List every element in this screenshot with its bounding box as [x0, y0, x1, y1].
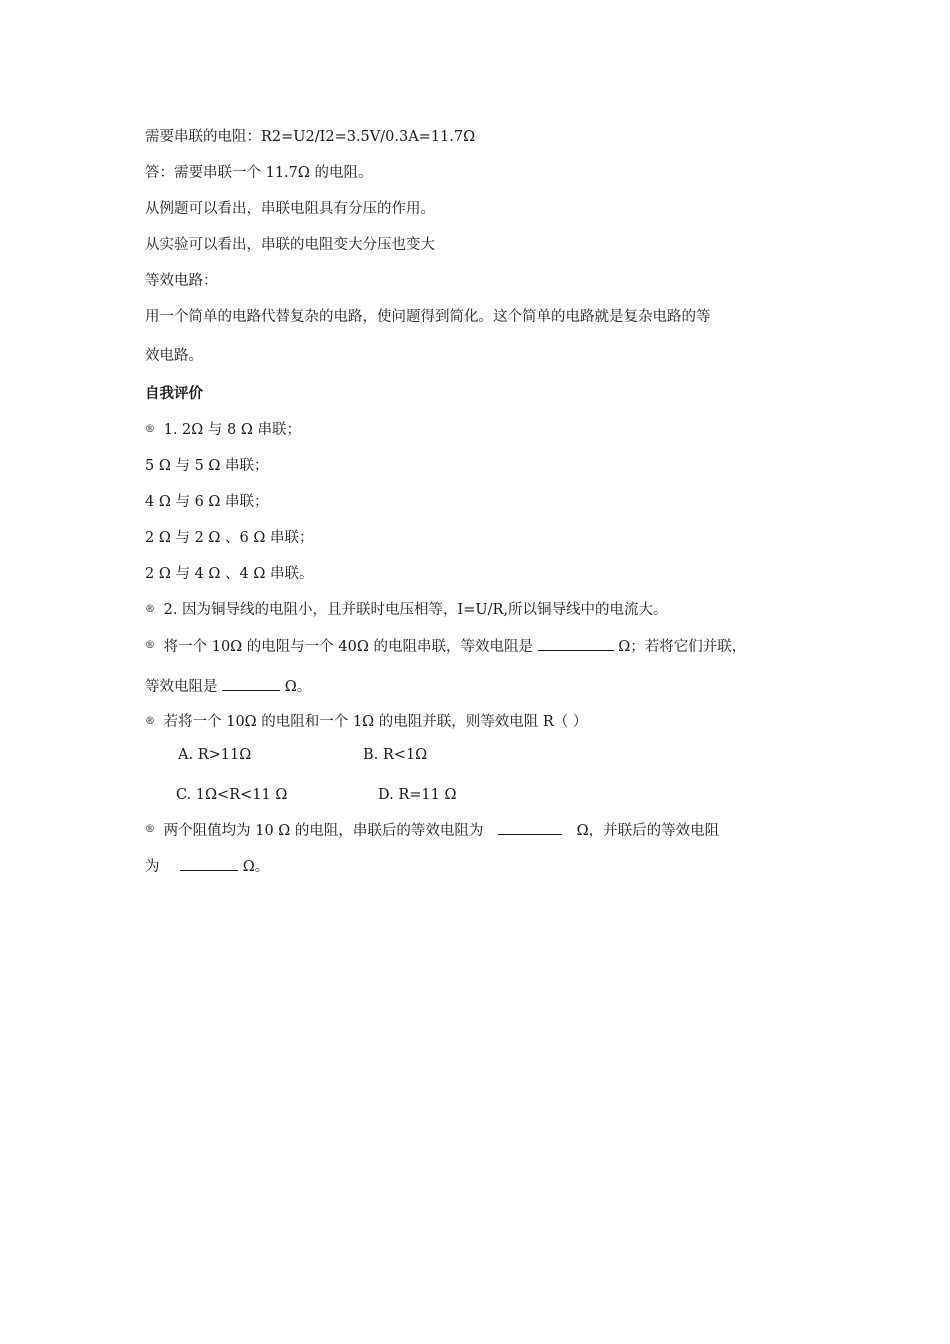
- text-line: 5 Ω 与 5 Ω 串联；: [145, 458, 269, 474]
- question-text: 等效电阻是: [145, 679, 218, 695]
- text-line: 从例题可以看出，串联电阻具有分压的作用。: [145, 201, 435, 217]
- question-text: 两个阻值均为 10 Ω 的电阻，串联后的等效电阻为: [163, 823, 484, 839]
- question-text: 2. 因为铜导线的电阻小，且并联时电压相等，I=U/R,所以铜导线中的电流大。: [163, 602, 668, 618]
- question-3-cont: [145, 676, 311, 697]
- answer-blank[interactable]: [222, 676, 280, 691]
- question-5: [145, 820, 719, 841]
- answer-blank[interactable]: [498, 820, 562, 835]
- option-d[interactable]: D. R=11 Ω: [378, 787, 457, 803]
- question-3: [145, 636, 746, 657]
- text-line: 效电路。: [145, 348, 203, 364]
- text-line: 2 Ω 与 4 Ω 、4 Ω 串联。: [145, 566, 314, 582]
- bullet-mark: ®: [145, 604, 155, 615]
- bullet-mark: ®: [145, 424, 155, 435]
- question-text: 为: [145, 859, 160, 875]
- answer-blank[interactable]: [180, 856, 238, 871]
- bullet-mark: ®: [145, 716, 155, 727]
- bullet-mark: ®: [145, 640, 155, 651]
- section-heading: 自我评价: [145, 386, 203, 402]
- text-line: 用一个简单的电路代替复杂的电路，使问题得到简化。这个简单的电路就是复杂电路的等: [145, 309, 711, 325]
- question-2: [145, 600, 668, 620]
- question-text: 将一个 10Ω 的电阻与一个 40Ω 的电阻串联，等效电阻是: [163, 639, 533, 655]
- question-text: Ω。: [284, 679, 312, 695]
- text-line: 答：需要串联一个 11.7Ω 的电阻。: [145, 165, 373, 181]
- option-c[interactable]: C. 1Ω<R<11 Ω: [176, 787, 288, 803]
- question-4: [145, 712, 587, 732]
- option-a[interactable]: A. R>11Ω: [178, 747, 252, 763]
- text-line: 2 Ω 与 2 Ω 、6 Ω 串联；: [145, 530, 314, 546]
- text-line: 从实验可以看出，串联的电阻变大分压也变大: [145, 237, 435, 253]
- text-line: 等效电路：: [145, 273, 218, 289]
- question-text: 若将一个 10Ω 的电阻和一个 1Ω 的电阻并联，则等效电阻 R（ ）: [163, 714, 588, 730]
- question-text: Ω，并联后的等效电阻: [576, 823, 720, 839]
- text-line: 4 Ω 与 6 Ω 串联；: [145, 494, 269, 510]
- question-text: 1. 2Ω 与 8 Ω 串联；: [163, 422, 301, 438]
- question-text: Ω。: [242, 859, 270, 875]
- question-1: [145, 420, 301, 440]
- answer-blank[interactable]: [538, 636, 614, 651]
- question-text: Ω；若将它们并联，: [618, 639, 747, 655]
- question-5-cont: [145, 856, 269, 877]
- text-line: 需要串联的电阻：R2=U2/I2=3.5V/0.3A=11.7Ω: [145, 129, 476, 145]
- option-b[interactable]: B. R<1Ω: [363, 747, 428, 763]
- bullet-mark: ®: [145, 824, 155, 835]
